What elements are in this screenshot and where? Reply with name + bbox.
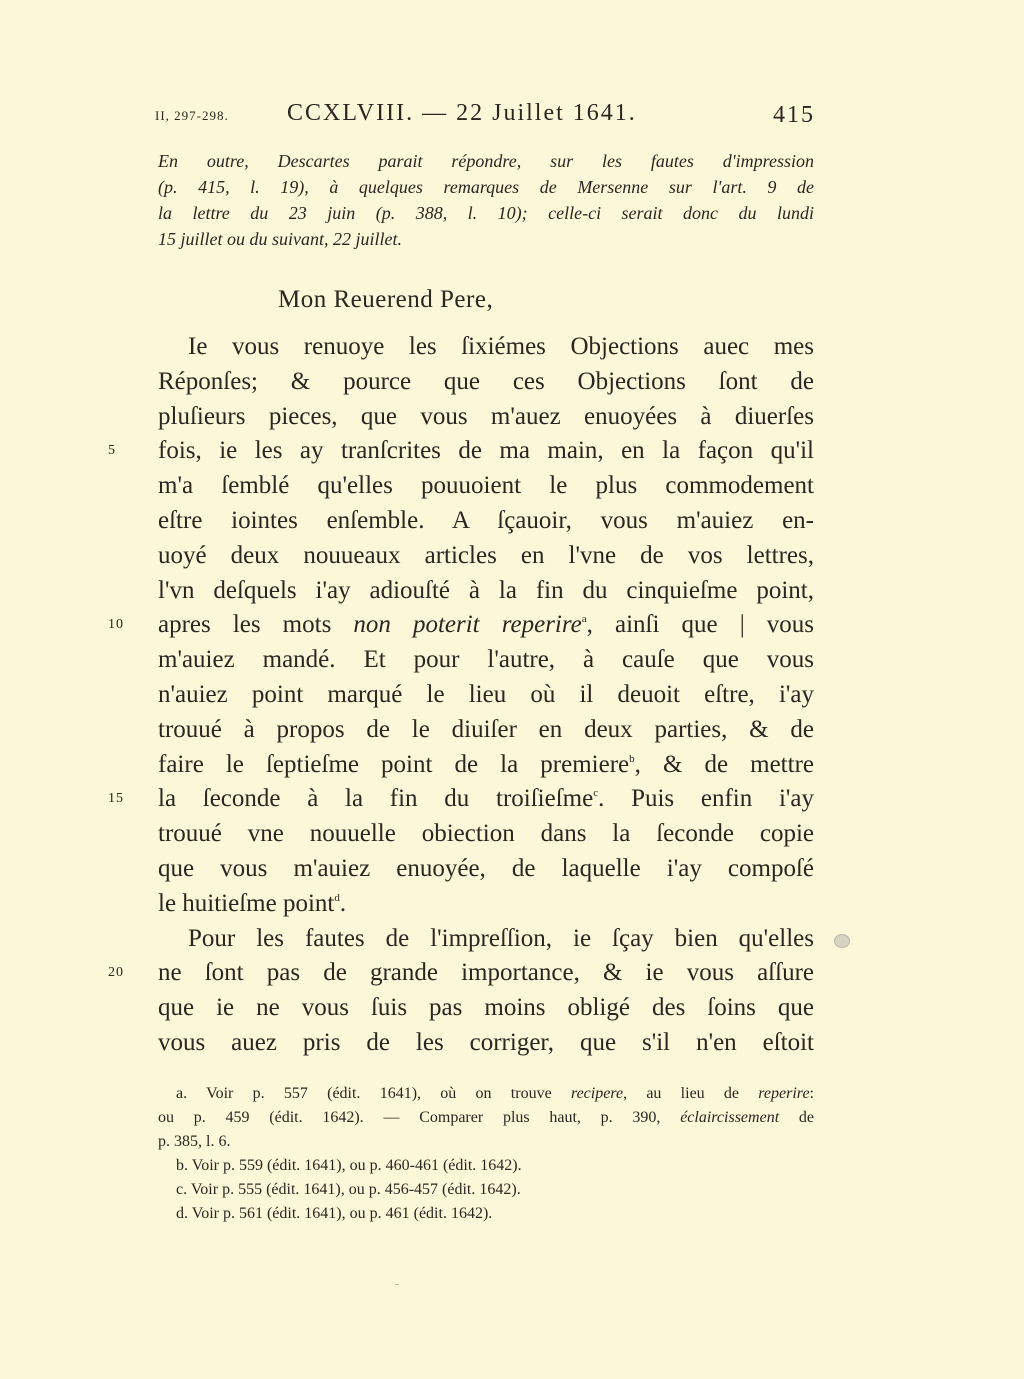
text-line: Réponſes; & pource que ces Objections ſont de [158, 367, 814, 395]
text-line [108, 434, 814, 469]
text-line: vous auez pris de les corriger, que s'il n'en eſtoit [158, 1028, 814, 1056]
text-line: eſtre iointes enſemble. A ſçauoir, vous m'auiez en- [158, 506, 814, 534]
text-line: que ie ne vous ſuis pas moins obligé des ſoins que [158, 994, 814, 1022]
line-number: 15 [108, 791, 124, 807]
line-number: 20 [108, 965, 124, 981]
text-line: m'auiez mandé. Et pour l'autre, à cauſe que vous [158, 646, 814, 674]
footnote-marker: c [593, 787, 599, 800]
text-line-content: fois, ie les ay tranſcrites de ma main, en la façon qu'il [158, 437, 814, 465]
footnote-marker: b [629, 752, 635, 765]
latin-quote: non poterit reperire [353, 611, 582, 639]
text-line: trouué vne nouuelle obiection dans la ſeconde copie [158, 820, 814, 848]
text-segment: le huitieſme point [158, 889, 335, 917]
text-line: uoyé deux nouueaux articles en l'vne de vos lettres, [158, 541, 814, 569]
footnote-a-cont: p. 385, l. 6. [158, 1133, 231, 1150]
text-segment: apres les mots [158, 611, 354, 639]
text-segment: la ſeconde à la fin du troiſieſme [158, 785, 594, 813]
intro-line: En outre, Descartes parait répondre, sur les fautes d'impression [158, 151, 814, 171]
text-line: Ie vous renuoye les ſixiémes Objections auec mes [188, 333, 814, 360]
text-line: pluſieurs pieces, que vous m'auez enuoyées à diuerſes [158, 402, 814, 430]
footnote-c: c. Voir p. 555 (édit. 1641), ou p. 456-457 (édit. 1642). [176, 1181, 521, 1198]
footnote-text: , au lieu de [623, 1085, 759, 1102]
footnote-d: d. Voir p. 561 (édit. 1641), ou p. 461 (édit. 1642). [176, 1205, 493, 1222]
footnote-marker: d [334, 891, 340, 904]
header-title: CCXLVIII. — 22 Juillet 1641. [287, 100, 637, 126]
text-line [108, 608, 815, 643]
text-line: m'a ſemblé qu'elles pouuoient le plus commodement [158, 472, 814, 500]
text-line: n'auiez point marqué le lieu où il deuoit eſtre, i'ay [158, 680, 814, 708]
footnote-text: ou p. 459 (édit. 1642). — Comparer plus haut, p. 390, [158, 1109, 681, 1126]
salutation: Mon Reuerend Pere, [278, 286, 494, 313]
text-segment: faire le ſeptieſme point de la premiere [158, 750, 630, 778]
text-line [158, 748, 814, 783]
line-number: 10 [108, 617, 124, 633]
footnote-text: : [809, 1085, 814, 1102]
text-line [158, 887, 814, 922]
intro-line: la lettre du 23 juin (p. 388, l. 10); celle-ci serait donc du lundi [158, 203, 814, 223]
text-line: que vous m'auiez enuoyée, de laquelle i'ay compoſé [158, 854, 814, 882]
text-segment: , ainſi que | vous [586, 611, 815, 639]
text-line: Pour les fautes de l'impreſſion, ie ſçay bien qu'elles [188, 924, 814, 952]
line-number: 5 [108, 443, 116, 459]
text-line [108, 956, 814, 991]
text-line: l'vn deſquels i'ay adiouſté à la fin du cinquieſme point, [158, 576, 814, 604]
margin-blemish [834, 934, 850, 948]
page-speck [395, 1284, 399, 1285]
text-line-content: ne ſont pas de grande importance, & ie vous aſſure [158, 959, 814, 987]
letter-body [108, 330, 815, 1061]
footnote-b: b. Voir p. 559 (édit. 1641), ou p. 460-461 (édit. 1642). [176, 1157, 522, 1174]
text-segment: . [339, 889, 347, 917]
text-line [108, 782, 814, 817]
editorial-introduction [158, 148, 814, 252]
page-number: 415 [773, 102, 815, 128]
footnote-italic: recipere [570, 1085, 624, 1102]
footnote-a [158, 1082, 814, 1106]
footnotes [158, 1082, 814, 1226]
footnote-marker: a [581, 613, 587, 626]
header-reference: II, 297-298. [155, 108, 229, 123]
intro-line: (p. 415, l. 19), à quelques remarques de Mersenne sur l'art. 9 de [158, 177, 814, 197]
intro-line: 15 juillet ou du suivant, 22 juillet. [158, 229, 402, 249]
footnote-text: a. Voir p. 557 (édit. 1641), où on trouve [176, 1085, 571, 1102]
footnote-text: de [779, 1109, 815, 1126]
footnote-italic: éclaircissement [680, 1109, 780, 1126]
text-segment: . Puis enfin i'ay [598, 785, 814, 813]
footnote-a-cont [158, 1106, 814, 1130]
text-line: trouué à propos de le diuiſer en deux parties, & de [158, 715, 814, 743]
text-segment: , & de mettre [634, 750, 814, 778]
running-header [155, 100, 815, 134]
footnote-italic: reperire [758, 1085, 810, 1102]
